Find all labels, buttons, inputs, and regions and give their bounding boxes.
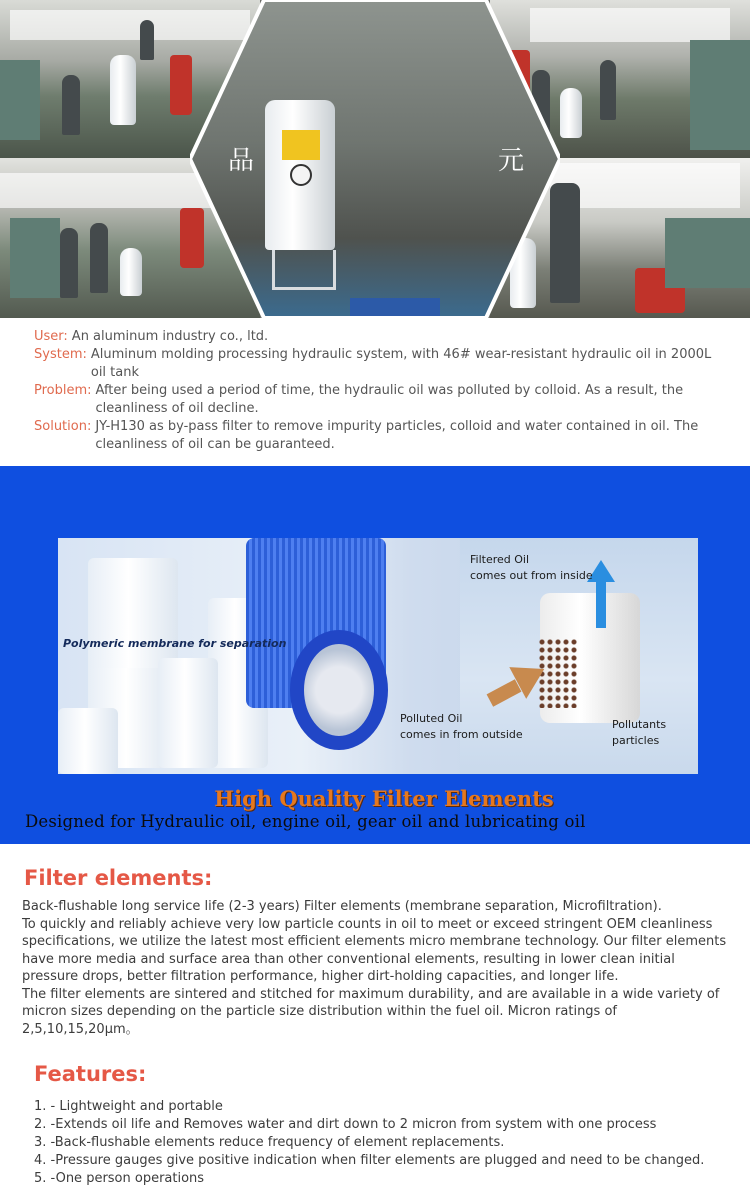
filtered-oil-label: Filtered Oil: [470, 553, 530, 566]
filter-elements-heading: Filter elements:: [24, 866, 213, 890]
polluted-oil-sub: comes in from outside: [400, 728, 523, 741]
filter-elements-text: [22, 898, 730, 1038]
filter-paragraph: Back-flushable long service life (2-3 years) Filter elements (membrane separation, Microfiltration).: [22, 899, 662, 914]
factory-photo-collage: [0, 0, 750, 318]
features-list: [34, 1098, 730, 1188]
pollutants-sub: particles: [612, 734, 660, 747]
feature-item: 3. -Back-flushable elements reduce frequency of element replacements.: [34, 1135, 505, 1150]
filter-paragraph: To quickly and reliably achieve very low particle counts in oil to meet or exceed stringent OEM cleanliness specifications, we utilize the latest most efficient elements micro membrane technology. Our filter elements have more media and surface area than other conventional elements, resulting in lower clean initial pressure drops, better filtration performance, higher dirt-holding capacities, and longer life.: [22, 916, 727, 984]
feature-item: 2. -Extends oil life and Removes water and dirt down to 2 micron from system with one process: [34, 1117, 657, 1132]
feature-item: 4. -Pressure gauges give positive indication when filter elements are plugged and need to be changed.: [34, 1153, 705, 1168]
filtered-oil-sub: comes out from inside: [470, 569, 593, 582]
case-system: [34, 346, 730, 382]
filter-elements-banner: [0, 466, 750, 844]
polluted-oil-label: Polluted Oil: [400, 712, 463, 725]
case-system-value: Aluminum molding processing hydraulic system, with 46# wear-resistant hydraulic oil in 2000L oil tank: [90, 347, 712, 380]
features-heading: Features:: [34, 1062, 147, 1086]
case-user-value: An aluminum industry co., ltd.: [71, 329, 269, 344]
case-problem-key: Problem:: [34, 383, 92, 398]
banner-title: High Quality Filter Elements: [214, 786, 554, 811]
case-solution: [34, 418, 730, 454]
case-user-key: User:: [34, 329, 68, 344]
case-system-key: System:: [34, 347, 87, 362]
case-solution-key: Solution:: [34, 419, 92, 434]
feature-item: 5. -One person operations: [34, 1171, 205, 1186]
filter-elements-section: [0, 866, 750, 1188]
glyph-right: 元: [498, 146, 525, 176]
filter-paragraph: The filter elements are sintered and stitched for maximum durability, and are available in a wide variety of micron sizes depending on the particle size distribution within the fuel oil. Micron ratings of 2,5,10,15,20μm。: [22, 986, 720, 1037]
membrane-label: Polymeric membrane for separation: [63, 637, 287, 650]
feature-item: 1. - Lightweight and portable: [34, 1099, 223, 1114]
banner-subtitle: Designed for Hydraulic oil, engine oil, gear oil and lubricating oil: [25, 812, 586, 831]
glyph-left: 品: [228, 146, 255, 176]
case-problem: [34, 382, 730, 418]
filter-elements-photo: [58, 538, 698, 774]
case-study: [0, 318, 750, 466]
pollutants-label: Pollutants: [612, 718, 667, 731]
case-problem-value: After being used a period of time, the hydraulic oil was polluted by colloid. As a result, the cleanliness of oil decline.: [95, 383, 684, 416]
case-user: [34, 328, 730, 346]
case-solution-value: JY-H130 as by-pass filter to remove impurity particles, colloid and water contained in oil. The cleanliness of oil can be guaranteed.: [95, 419, 699, 452]
